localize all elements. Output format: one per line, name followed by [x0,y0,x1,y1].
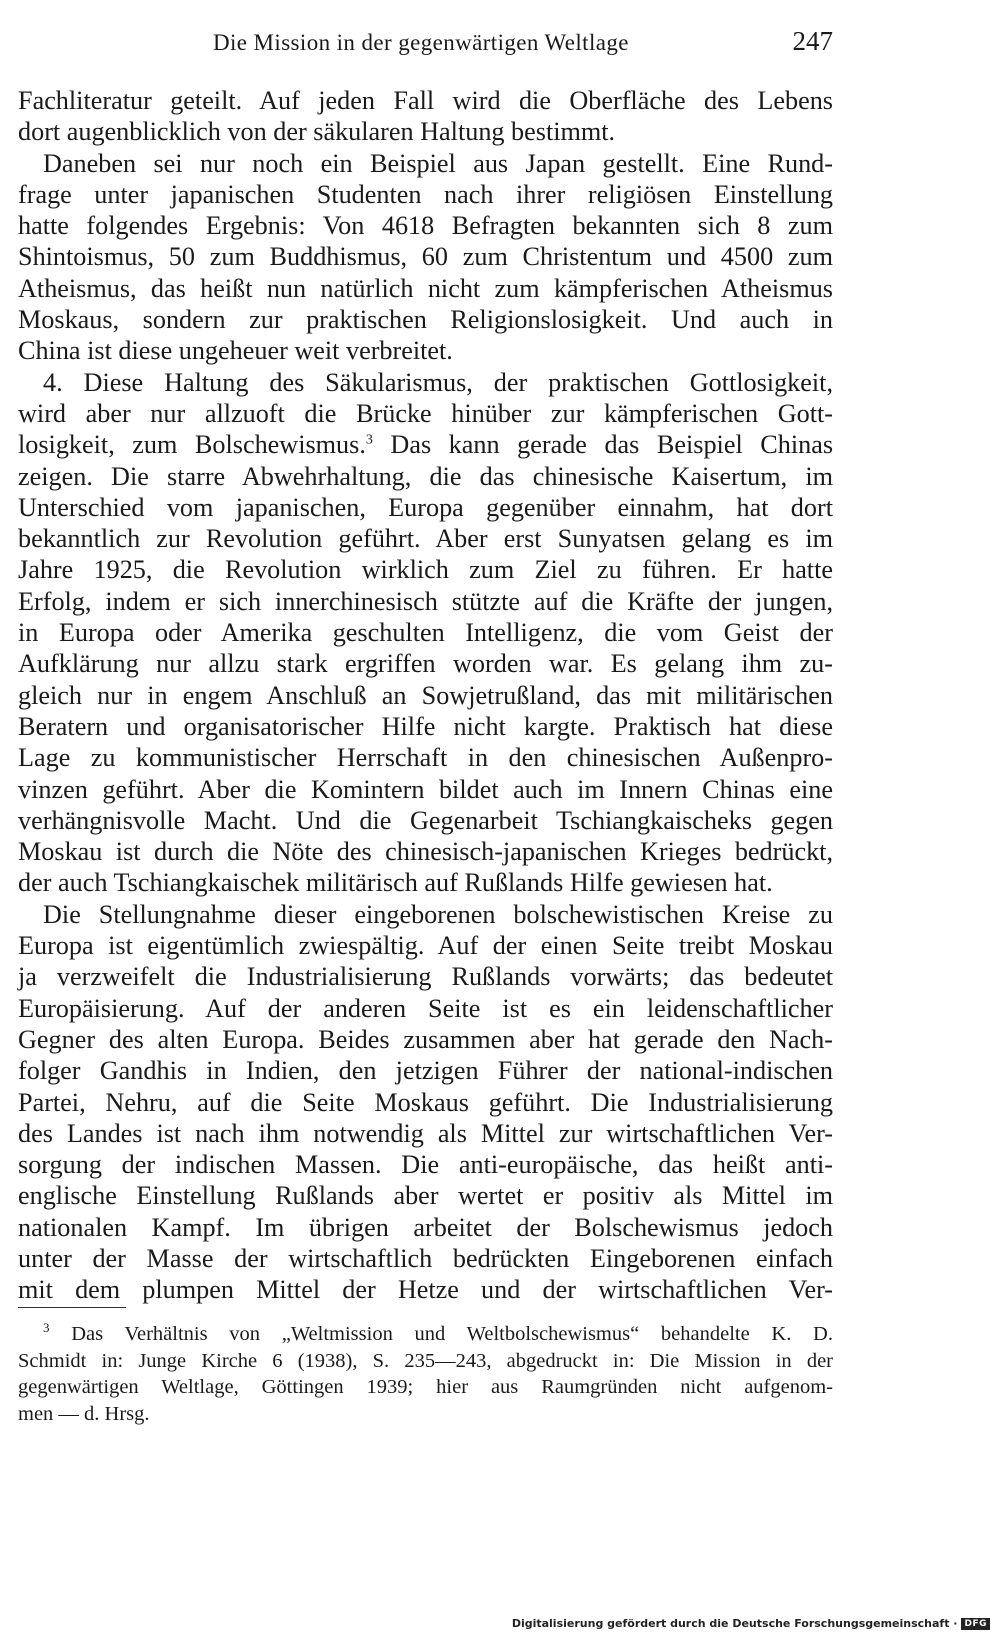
text-line: zeigen. Die starre Abwehrhaltung, die das chinesische Kaisertum, im [18,461,833,491]
text-line: wird aber nur allzuoft die Brücke hinüber zur kämpferischen Gott- [18,398,833,428]
text-line: frage unter japanischen Studenten nach ihrer religiösen Einstellung [18,179,833,209]
text-line: vinzen geführt. Aber die Komintern bildet auch im Innern Chinas eine [18,774,833,804]
footnote-line: Schmidt in: Junge Kirche 6 (1938), S. 235—243, abgedruckt in: Die Mission in der [18,1349,833,1372]
footnote-line: gegenwärtigen Weltlage, Göttingen 1939; hier aus Raumgründen nicht aufgenom- [18,1376,833,1399]
text-line: Lage zu kommunistischer Herrschaft in den chinesischen Außenpro- [18,743,833,773]
credit-text: Digitalisierung gefördert durch die Deutsche Forschungsgemeinschaft · [511,1617,958,1630]
footnote-reference: 3 [365,432,373,448]
text-line: Jahre 1925, die Revolution wirklich zum Ziel zu führen. Er hatte [18,555,833,585]
text-line: 4. Diese Haltung des Säkularismus, der praktischen Gottlosigkeit, [43,367,833,397]
text-line: unter der Masse der wirtschaftlich bedrückten Eingeborenen einfach [18,1243,833,1273]
dfg-logo: DFG [961,1618,990,1630]
text-line: sorgung der indischen Massen. Die anti-europäische, das heißt anti- [18,1150,833,1180]
text-line: Aufklärung nur allzu stark ergriffen worden war. Es gelang ihm zu- [18,649,833,679]
digitization-credit [512,1617,990,1630]
text-line: Moskaus, sondern zur praktischen Religionslosigkeit. Und auch in [18,305,833,335]
text-line: ja verzweifelt die Industrialisierung Rußlands vorwärts; das bedeutet [18,962,833,992]
text-line: folger Gandhis in Indien, den jetzigen Führer der national-indischen [18,1056,833,1086]
text-line: des Landes ist nach ihm notwendig als Mittel zur wirtschaftlichen Ver- [18,1118,833,1148]
text-line: hatte folgendes Ergebnis: Von 4618 Befragten bekannten sich 8 zum [18,211,833,241]
text-line: bekanntlich zur Revolution geführt. Aber erst Sunyatsen gelang es im [18,524,833,554]
text-line: verhängnisvolle Macht. Und die Gegenarbeit Tschiangkaischeks gegen [18,805,833,835]
footnote-divider [18,1307,126,1308]
text-line: englische Einstellung Rußlands aber wertet er positiv als Mittel im [18,1181,833,1211]
text-line: Gegner des alten Europa. Beides zusammen aber hat gerade den Nach- [18,1024,833,1054]
text-line: nationalen Kampf. Im übrigen arbeitet der Bolschewismus jedoch [18,1212,833,1242]
text-line: Die Stellungnahme dieser eingeborenen bolschewistischen Kreise zu [43,899,833,929]
text-line: in Europa oder Amerika geschulten Intelligenz, die vom Geist der [18,618,833,648]
footnote-marker: 3 [43,1320,50,1336]
footnote-line: men — d. Hrsg. [18,1402,150,1425]
text-line: Unterschied vom japanischen, Europa gegenüber einnahm, hat dort [18,492,833,522]
text-line: Fachliteratur geteilt. Auf jeden Fall wird die Oberfläche des Lebens [18,86,833,115]
text-line: Europäisierung. Auf der anderen Seite ist es ein leidenschaftlicher [18,993,833,1023]
text-line: Beratern und organisatorischer Hilfe nicht kargte. Praktisch hat diese [18,711,833,741]
text-line: China ist diese ungeheuer weit verbreitet. [18,336,453,366]
text-line: Erfolg, indem er sich innerchinesisch stützte auf die Kräfte der jungen, [18,586,833,616]
page-number: 247 [792,26,833,56]
running-title: Die Mission in der gegenwärtigen Weltlage [213,30,629,55]
text-line: Partei, Nehru, auf die Seite Moskaus geführt. Die Industrialisierung [18,1087,833,1117]
text-line: Daneben sei nur noch ein Beispiel aus Japan gestellt. Eine Rund- [43,148,833,178]
body-text [18,85,833,1306]
text-line: gleich nur in engem Anschluß an Sowjetrußland, das mit militärischen [18,680,833,710]
text-line: dort augenblicklich von der säkularen Haltung bestimmt. [18,117,616,147]
text-segment: losigkeit, zum Bolschewismus. [18,430,366,460]
text-line: mit dem plumpen Mittel der Hetze und der wirtschaftlichen Ver- [18,1275,833,1305]
text-line: Shintoismus, 50 zum Buddhismus, 60 zum Christentum und 4500 zum [18,242,833,272]
footnote-line [18,1321,833,1348]
footnote [18,1321,833,1427]
text-line: Atheismus, das heißt nun natürlich nicht zum kämpferischen Atheismus [18,273,833,303]
text-line: Moskau ist durch die Nöte des chinesisch-japanischen Krieges bedrückt, [18,837,833,867]
footnote-text: Das Verhältnis von „Weltmission und Weltbolschewismus“ behandelte K. D. [71,1323,833,1345]
page-header [18,24,833,64]
text-segment: Das kann gerade das Beispiel Chinas [372,430,834,460]
text-line [18,429,833,460]
text-line: Europa ist eigentümlich zwiespältig. Auf der einen Seite treibt Moskau [18,931,833,961]
text-line: der auch Tschiangkaischek militärisch auf Rußlands Hilfe gewiesen hat. [18,868,773,898]
